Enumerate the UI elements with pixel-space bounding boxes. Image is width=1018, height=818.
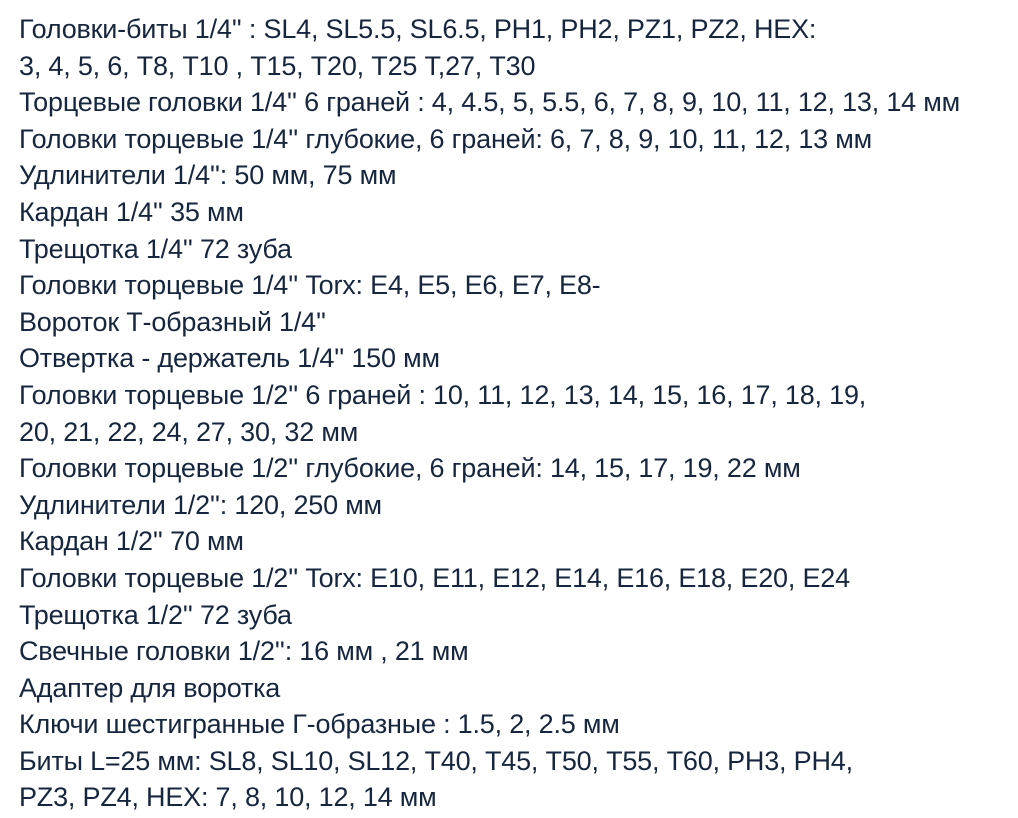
spec-line: Удлинители 1/2'': 120, 250 мм	[19, 489, 382, 520]
spec-line: Кардан 1/2'' 70 мм	[19, 526, 244, 557]
spec-line: Головки-биты 1/4'' : SL4, SL5.5, SL6.5, PH1, PH2, PZ1, PZ2, HEX:	[19, 14, 817, 44]
spec-line: Трещотка 1/4'' 72 зуба	[19, 233, 292, 264]
spec-line: PZ3, PZ4, HEX: 7, 8, 10, 12, 14 мм	[19, 782, 437, 813]
spec-line: Ключи шестигранные Г-образные : 1.5, 2, 2.5 мм	[19, 709, 620, 740]
spec-line: Кардан 1/4'' 35 мм	[19, 196, 244, 227]
spec-line: 20, 21, 22, 24, 27, 30, 32 мм	[19, 416, 359, 447]
spec-line: Биты L=25 мм: SL8, SL10, SL12, Т40, Т45, Т50, Т55, Т60, РН3, РН4,	[19, 745, 853, 776]
spec-line: Свечные головки 1/2'': 16 мм , 21 мм	[19, 636, 469, 667]
spec-line: Удлинители 1/4'': 50 мм, 75 мм	[19, 160, 397, 191]
spec-line: Отвертка - держатель 1/4'' 150 мм	[19, 343, 440, 374]
spec-line: Трещотка 1/2'' 72 зуба	[19, 599, 292, 630]
spec-line: Головки торцевые 1/4'' Torx: Е4, Е5, Е6, Е7, Е8-	[19, 270, 601, 301]
spec-line: Головки торцевые 1/2'' глубокие, 6 граней: 14, 15, 17, 19, 22 мм	[19, 453, 801, 484]
spec-line: Головки торцевые 1/4'' глубокие, 6 граней: 6, 7, 8, 9, 10, 11, 12, 13 мм	[19, 123, 872, 154]
spec-line: Головки торцевые 1/2'' Torx: Е10, Е11, Е12, Е14, Е16, Е18, Е20, Е24	[19, 562, 850, 593]
spec-line: Торцевые головки 1/4'' 6 граней : 4, 4.5, 5, 5.5, 6, 7, 8, 9, 10, 11, 12, 13, 14 мм	[19, 87, 960, 118]
spec-line: Вороток Т-образный 1/4''	[19, 306, 326, 337]
spec-line: Адаптер для воротка	[19, 672, 281, 703]
spec-line: 3, 4, 5, 6, Т8, Т10 , Т15, Т20, Т25 Т,27, Т30	[19, 50, 536, 81]
spec-line: Головки торцевые 1/2'' 6 граней : 10, 11, 12, 13, 14, 15, 16, 17, 18, 19,	[19, 379, 867, 410]
